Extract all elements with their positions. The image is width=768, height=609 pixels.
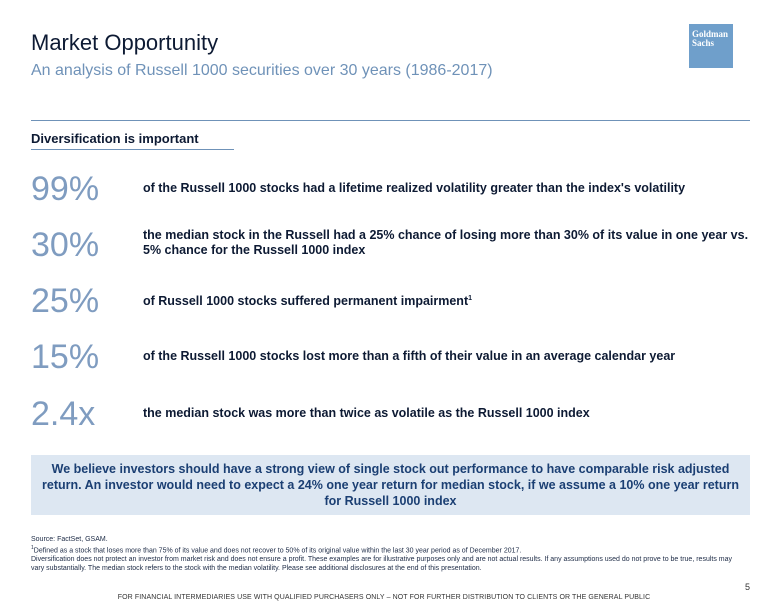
footnote-marker: 1 [468, 295, 473, 302]
stat-value: 25% [31, 282, 100, 320]
stat-description: the median stock in the Russell had a 25% chance of losing more than 30% of its value in one year vs. 5% chance for the Russell 1000 index [143, 228, 749, 257]
section-heading: Diversification is important [31, 131, 199, 146]
header-divider [31, 120, 750, 121]
source-notes [31, 535, 746, 573]
stat-row [31, 337, 751, 385]
page-subtitle: An analysis of Russell 1000 securities over 30 years (1986-2017) [31, 62, 493, 79]
page-number: 5 [744, 582, 750, 592]
stat-row [31, 169, 751, 217]
section-underline [31, 149, 234, 150]
page-title: Market Opportunity [31, 30, 219, 55]
stat-value: 2.4x [31, 395, 96, 433]
footnote-text: Defined as a stock that loses more than 75% of its value and does not recover to 50% of its original value within the last 30 year period as of December 2017. [33, 547, 522, 555]
stat-description: of the Russell 1000 stocks lost more than a fifth of their value in an average calendar year [143, 349, 676, 363]
stat-value: 15% [31, 338, 100, 376]
stat-description [143, 291, 749, 309]
footer-disclaimer: FOR FINANCIAL INTERMEDIARIES USE WITH QUALIFIED PURCHASERS ONLY – NOT FOR FURTHER DISTRIBUTION TO CLIENTS OR THE GENERAL PUBLIC [117, 594, 651, 601]
stat-description-text: of Russell 1000 stocks suffered permanent impairment [143, 294, 469, 309]
stat-row [31, 225, 751, 273]
logo-text-line1: Goldman [692, 29, 729, 39]
disclaimer-text: Diversification does not protect an investor from market risk and does not ensure a profit. These examples are for illustrative purposes only and are not actual results. If any assumptions used do not prove to be true, results may vary substantially. The median stock refers to the stock with the median volatility. Please see additional disclosures at the end of this presentation. [31, 556, 733, 573]
callout-box: We believe investors should have a strong view of single stock out performance to have comparable risk adjusted return. An investor would need to expect a 24% one year return for median stock, if we assume a 10% one year return for Russell 1000 index [31, 455, 750, 515]
logo-text-line2: Sachs [692, 38, 715, 48]
stat-value: 30% [31, 226, 100, 264]
stat-description: of the Russell 1000 stocks had a lifetime realized volatility greater than the index's volatility [143, 181, 686, 195]
footnote-marker: 1 [31, 545, 34, 551]
goldman-sachs-logo [689, 24, 733, 68]
stat-row [31, 394, 751, 442]
source-line: Source: FactSet, GSAM. [31, 536, 108, 543]
stat-value: 99% [31, 170, 100, 208]
footnote-line [31, 544, 746, 555]
stat-row [31, 281, 751, 329]
stat-description: the median stock was more than twice as volatile as the Russell 1000 index [143, 406, 590, 420]
